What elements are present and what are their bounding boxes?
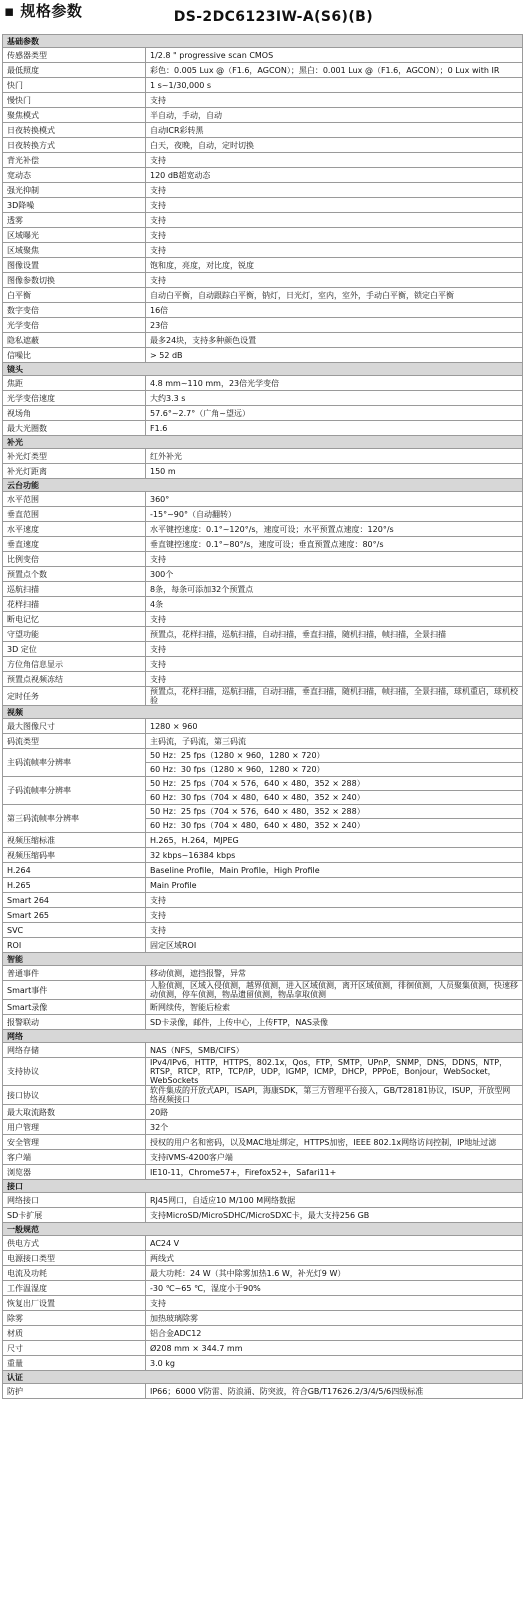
spec-value: 4.8 mm~110 mm，23倍光学变倍 — [146, 376, 523, 391]
spec-value: 3.0 kg — [146, 1356, 523, 1371]
spec-row — [3, 777, 523, 791]
spec-label: Smart 265 — [3, 908, 146, 923]
spec-value: 1280 × 960 — [146, 719, 523, 734]
spec-row — [3, 348, 523, 363]
spec-value: 最多24块，支持多种颜色设置 — [146, 333, 523, 348]
spec-value: 移动侦测，遮挡报警，异常 — [146, 966, 523, 981]
spec-value: 支持 — [146, 1296, 523, 1311]
spec-value: 自动ICR彩转黑 — [146, 123, 523, 138]
spec-value: 支持 — [146, 93, 523, 108]
spec-value: 预置点，花样扫描，巡航扫描，自动扫描，垂直扫描，随机扫描，帧扫描，全景扫描 — [146, 627, 523, 642]
spec-row — [3, 1296, 523, 1311]
spec-label: 数字变倍 — [3, 303, 146, 318]
spec-label: 重量 — [3, 1356, 146, 1371]
spec-value: 红外补光 — [146, 449, 523, 464]
spec-value: 16倍 — [146, 303, 523, 318]
spec-value: AC24 V — [146, 1236, 523, 1251]
section-title: 镜头 — [3, 363, 523, 376]
spec-row — [3, 848, 523, 863]
section-header — [3, 706, 523, 719]
spec-label: 子码流帧率分辨率 — [3, 777, 146, 805]
spec-value: 120 dB超宽动态 — [146, 168, 523, 183]
spec-label: 日夜转换方式 — [3, 138, 146, 153]
spec-value: 4条 — [146, 597, 523, 612]
spec-row — [3, 243, 523, 258]
spec-label: 最低照度 — [3, 63, 146, 78]
spec-row — [3, 1341, 523, 1356]
spec-row — [3, 273, 523, 288]
spec-label: 浏览器 — [3, 1165, 146, 1180]
section-header — [3, 35, 523, 48]
spec-label: 恢复出厂设置 — [3, 1296, 146, 1311]
spec-label: 补光灯距离 — [3, 464, 146, 479]
spec-row — [3, 258, 523, 273]
page-title: ▪ 规格参数 — [4, 2, 83, 20]
spec-label: 材质 — [3, 1326, 146, 1341]
spec-label: 快门 — [3, 78, 146, 93]
spec-row — [3, 449, 523, 464]
spec-row — [3, 687, 523, 706]
spec-row — [3, 657, 523, 672]
spec-value: 60 Hz：30 fps（1280 × 960，1280 × 720） — [146, 763, 523, 777]
spec-label: 背光补偿 — [3, 153, 146, 168]
spec-row — [3, 1165, 523, 1180]
spec-value: 铝合金ADC12 — [146, 1326, 523, 1341]
spec-value: 支持 — [146, 153, 523, 168]
spec-value: 300个 — [146, 567, 523, 582]
spec-label: 网络存储 — [3, 1043, 146, 1058]
section-header — [3, 1371, 523, 1384]
spec-row — [3, 1043, 523, 1058]
spec-row — [3, 522, 523, 537]
spec-value: 32 kbps~16384 kbps — [146, 848, 523, 863]
section-title: 智能 — [3, 953, 523, 966]
spec-label: 电源接口类型 — [3, 1251, 146, 1266]
spec-row — [3, 567, 523, 582]
spec-row — [3, 492, 523, 507]
spec-value: 57.6°~2.7°（广角~望远） — [146, 406, 523, 421]
spec-row — [3, 1384, 523, 1399]
spec-row — [3, 78, 523, 93]
spec-value: 自动白平衡，自动跟踪白平衡，钠灯，日光灯，室内，室外，手动白平衡，锁定白平衡 — [146, 288, 523, 303]
spec-label: 预置点视频冻结 — [3, 672, 146, 687]
spec-row — [3, 878, 523, 893]
spec-row — [3, 582, 523, 597]
section-title: 一般规范 — [3, 1223, 523, 1236]
spec-value: F1.6 — [146, 421, 523, 436]
spec-label: 主码流帧率分辨率 — [3, 749, 146, 777]
spec-label: 普通事件 — [3, 966, 146, 981]
spec-value: 23倍 — [146, 318, 523, 333]
spec-row — [3, 108, 523, 123]
spec-row — [3, 168, 523, 183]
spec-row — [3, 153, 523, 168]
spec-value: 支持 — [146, 198, 523, 213]
section-title: 视频 — [3, 706, 523, 719]
spec-value: 两线式 — [146, 1251, 523, 1266]
spec-value: 固定区域ROI — [146, 938, 523, 953]
spec-value: 预置点，花样扫描，巡航扫描，自动扫描，垂直扫描，随机扫描，帧扫描，全景扫描，球机重启，球机校验 — [146, 687, 523, 706]
spec-label: 信噪比 — [3, 348, 146, 363]
spec-label: 视场角 — [3, 406, 146, 421]
spec-value: 饱和度，亮度，对比度，锐度 — [146, 258, 523, 273]
spec-label: 图像参数切换 — [3, 273, 146, 288]
spec-value: 1 s~1/30,000 s — [146, 78, 523, 93]
spec-label: 透雾 — [3, 213, 146, 228]
section-title: 认证 — [3, 1371, 523, 1384]
spec-label: 3D降噪 — [3, 198, 146, 213]
spec-label: 最大取流路数 — [3, 1105, 146, 1120]
section-title: 接口 — [3, 1180, 523, 1193]
spec-value: SD卡录像，邮件，上传中心，上传FTP，NAS录像 — [146, 1015, 523, 1030]
spec-label: 安全管理 — [3, 1135, 146, 1150]
spec-label: 最大光圈数 — [3, 421, 146, 436]
spec-value: 50 Hz：25 fps（704 × 576，640 × 480，352 × 288） — [146, 805, 523, 819]
spec-label: 支持协议 — [3, 1058, 146, 1086]
spec-row — [3, 1356, 523, 1371]
spec-row — [3, 123, 523, 138]
spec-value: 彩色：0.005 Lux @（F1.6，AGCON）；黑白：0.001 Lux @（F1.6，AGCON）；0 Lux with IR — [146, 63, 523, 78]
spec-label: H.264 — [3, 863, 146, 878]
spec-value: 支持 — [146, 243, 523, 258]
spec-value: IE10-11，Chrome57+，Firefox52+，Safari11+ — [146, 1165, 523, 1180]
spec-label: ROI — [3, 938, 146, 953]
spec-label: 预置点个数 — [3, 567, 146, 582]
spec-value: 水平键控速度：0.1°~120°/s，速度可设；水平预置点速度：120°/s — [146, 522, 523, 537]
spec-row — [3, 303, 523, 318]
spec-value: 支持 — [146, 273, 523, 288]
spec-label: H.265 — [3, 878, 146, 893]
spec-row — [3, 1120, 523, 1135]
spec-label: 光学变倍速度 — [3, 391, 146, 406]
spec-label: Smart 264 — [3, 893, 146, 908]
spec-row — [3, 938, 523, 953]
spec-value: 断网续传，智能后检索 — [146, 1000, 523, 1015]
spec-label: 方位角信息显示 — [3, 657, 146, 672]
spec-row — [3, 734, 523, 749]
spec-value: 32个 — [146, 1120, 523, 1135]
spec-value: -30 ℃~65 ℃，湿度小于90% — [146, 1281, 523, 1296]
spec-value: 支持 — [146, 923, 523, 938]
spec-label: 客户端 — [3, 1150, 146, 1165]
spec-label: 定时任务 — [3, 687, 146, 706]
spec-label: 视频压缩码率 — [3, 848, 146, 863]
spec-row — [3, 642, 523, 657]
spec-value: 软件集成的开放式API，ISAPI，海康SDK，第三方管理平台接入，GB/T28181协议，ISUP，开放型网络视频接口 — [146, 1086, 523, 1105]
spec-label: 网络接口 — [3, 1193, 146, 1208]
spec-row — [3, 1251, 523, 1266]
spec-row — [3, 1086, 523, 1105]
spec-row — [3, 228, 523, 243]
spec-label: 隐私遮蔽 — [3, 333, 146, 348]
spec-row — [3, 537, 523, 552]
spec-label: 水平范围 — [3, 492, 146, 507]
spec-label: 水平速度 — [3, 522, 146, 537]
spec-table-body — [3, 35, 523, 1399]
spec-row — [3, 63, 523, 78]
spec-label: Smart事件 — [3, 981, 146, 1000]
spec-label: 报警联动 — [3, 1015, 146, 1030]
spec-label: 最大图像尺寸 — [3, 719, 146, 734]
spec-row — [3, 1193, 523, 1208]
spec-row — [3, 1150, 523, 1165]
spec-row — [3, 288, 523, 303]
spec-value: 半自动，手动，自动 — [146, 108, 523, 123]
spec-value: 支持 — [146, 228, 523, 243]
spec-label: Smart录像 — [3, 1000, 146, 1015]
section-title: 补光 — [3, 436, 523, 449]
section-header — [3, 363, 523, 376]
section-header — [3, 1180, 523, 1193]
spec-value: 支持iVMS-4200客户端 — [146, 1150, 523, 1165]
spec-row — [3, 1208, 523, 1223]
spec-value: 加热玻璃除雾 — [146, 1311, 523, 1326]
spec-row — [3, 1266, 523, 1281]
spec-label: 断电记忆 — [3, 612, 146, 627]
spec-label: 宽动态 — [3, 168, 146, 183]
spec-value: 最大功耗：24 W（其中除雾加热1.6 W，补光灯9 W） — [146, 1266, 523, 1281]
spec-row — [3, 1015, 523, 1030]
spec-label: 工作温湿度 — [3, 1281, 146, 1296]
spec-value: H.265，H.264，MJPEG — [146, 833, 523, 848]
spec-value: 授权的用户名和密码，以及MAC地址绑定，HTTPS加密，IEEE 802.1x网络访问控制，IP地址过滤 — [146, 1135, 523, 1150]
spec-value: 60 Hz：30 fps（704 × 480，640 × 480，352 × 240） — [146, 791, 523, 805]
spec-label: 尺寸 — [3, 1341, 146, 1356]
spec-row — [3, 612, 523, 627]
spec-row — [3, 1311, 523, 1326]
spec-row — [3, 318, 523, 333]
page-header — [0, 0, 529, 34]
spec-value: 人脸侦测，区域入侵侦测，越界侦测，进入区域侦测，离开区域侦测，徘徊侦测，人员聚集侦测，快速移动侦测，停车侦测，物品遗留侦测，物品拿取侦测 — [146, 981, 523, 1000]
spec-label: 比例变倍 — [3, 552, 146, 567]
spec-row — [3, 923, 523, 938]
spec-label: 垂直速度 — [3, 537, 146, 552]
spec-row — [3, 719, 523, 734]
spec-label: 视频压缩标准 — [3, 833, 146, 848]
spec-value: 60 Hz：30 fps（704 × 480，640 × 480，352 × 240） — [146, 819, 523, 833]
section-title: 网络 — [3, 1030, 523, 1043]
spec-row — [3, 1058, 523, 1086]
spec-value: IP66；6000 V防雷、防浪涌、防突波，符合GB/T17626.2/3/4/5/6四级标准 — [146, 1384, 523, 1399]
spec-label: 防护 — [3, 1384, 146, 1399]
spec-label: 光学变倍 — [3, 318, 146, 333]
spec-label: SD卡扩展 — [3, 1208, 146, 1223]
spec-row — [3, 198, 523, 213]
spec-label: 补光灯类型 — [3, 449, 146, 464]
spec-row — [3, 93, 523, 108]
section-header — [3, 1030, 523, 1043]
section-header — [3, 436, 523, 449]
spec-row — [3, 464, 523, 479]
spec-label: 垂直范围 — [3, 507, 146, 522]
spec-value: 大约3.3 s — [146, 391, 523, 406]
spec-row — [3, 552, 523, 567]
spec-value: 支持 — [146, 893, 523, 908]
spec-value: 20路 — [146, 1105, 523, 1120]
spec-value: Ø208 mm × 344.7 mm — [146, 1341, 523, 1356]
spec-row — [3, 833, 523, 848]
spec-label: 传感器类型 — [3, 48, 146, 63]
spec-label: 用户管理 — [3, 1120, 146, 1135]
spec-label: 守望功能 — [3, 627, 146, 642]
spec-value: NAS（NFS，SMB/CIFS） — [146, 1043, 523, 1058]
spec-row — [3, 376, 523, 391]
spec-value: 支持 — [146, 657, 523, 672]
spec-row — [3, 1000, 523, 1015]
spec-label: SVC — [3, 923, 146, 938]
spec-value: RJ45网口，自适应10 M/100 M网络数据 — [146, 1193, 523, 1208]
spec-label: 巡航扫描 — [3, 582, 146, 597]
spec-value: 50 Hz：25 fps（1280 × 960，1280 × 720） — [146, 749, 523, 763]
spec-row — [3, 749, 523, 763]
section-header — [3, 953, 523, 966]
spec-label: 焦距 — [3, 376, 146, 391]
spec-label: 电流及功耗 — [3, 1266, 146, 1281]
spec-label: 区域聚焦 — [3, 243, 146, 258]
spec-value: 支持 — [146, 672, 523, 687]
spec-value: 主码流，子码流，第三码流 — [146, 734, 523, 749]
spec-label: 码流类型 — [3, 734, 146, 749]
section-header — [3, 1223, 523, 1236]
spec-row — [3, 183, 523, 198]
spec-value: 支持 — [146, 642, 523, 657]
spec-value: IPv4/IPv6，HTTP，HTTPS，802.1x，Qos，FTP，SMTP，UPnP，SNMP，DNS，DDNS，NTP，RTSP，RTCP，RTP，TCP/IP，UDP，IGMP，ICMP，DHCP，PPPoE，Bonjour，WebSocket，WebSockets — [146, 1058, 523, 1086]
spec-value: Main Profile — [146, 878, 523, 893]
spec-row — [3, 1105, 523, 1120]
spec-row — [3, 138, 523, 153]
spec-value: 8条，每条可添加32个预置点 — [146, 582, 523, 597]
spec-row — [3, 421, 523, 436]
spec-row — [3, 908, 523, 923]
spec-label: 除雾 — [3, 1311, 146, 1326]
model-number: DS-2DC6123IW-A(S6)(B) — [173, 9, 373, 25]
spec-row — [3, 391, 523, 406]
spec-label: 聚焦模式 — [3, 108, 146, 123]
spec-value: 360° — [146, 492, 523, 507]
spec-value: 50 Hz：25 fps（704 × 576，640 × 480，352 × 288） — [146, 777, 523, 791]
spec-value: 支持 — [146, 612, 523, 627]
spec-value: 1/2.8 " progressive scan CMOS — [146, 48, 523, 63]
spec-row — [3, 1236, 523, 1251]
spec-row — [3, 893, 523, 908]
spec-row — [3, 672, 523, 687]
spec-row — [3, 981, 523, 1000]
spec-value: -15°~90°（自动翻转） — [146, 507, 523, 522]
spec-table — [2, 34, 523, 1399]
spec-value: 支持 — [146, 552, 523, 567]
section-title: 云台功能 — [3, 479, 523, 492]
spec-row — [3, 1281, 523, 1296]
spec-value: 支持 — [146, 213, 523, 228]
spec-row — [3, 863, 523, 878]
spec-label: 3D 定位 — [3, 642, 146, 657]
spec-value: 150 m — [146, 464, 523, 479]
spec-label: 白平衡 — [3, 288, 146, 303]
spec-row — [3, 966, 523, 981]
spec-row — [3, 48, 523, 63]
spec-label: 花样扫描 — [3, 597, 146, 612]
spec-value: Baseline Profile，Main Profile，High Profile — [146, 863, 523, 878]
spec-row — [3, 1326, 523, 1341]
spec-row — [3, 1135, 523, 1150]
spec-row — [3, 597, 523, 612]
spec-label: 强光抑制 — [3, 183, 146, 198]
spec-label: 日夜转换模式 — [3, 123, 146, 138]
section-title: 基础参数 — [3, 35, 523, 48]
spec-label: 慢快门 — [3, 93, 146, 108]
spec-label: 图像设置 — [3, 258, 146, 273]
spec-label: 供电方式 — [3, 1236, 146, 1251]
spec-label: 接口协议 — [3, 1086, 146, 1105]
spec-value: 垂直键控速度：0.1°~80°/s，速度可设；垂直预置点速度：80°/s — [146, 537, 523, 552]
spec-value: 支持 — [146, 908, 523, 923]
spec-row — [3, 213, 523, 228]
spec-row — [3, 406, 523, 421]
section-header — [3, 479, 523, 492]
spec-row — [3, 805, 523, 819]
spec-label: 第三码流帧率分辨率 — [3, 805, 146, 833]
spec-value: 白天，夜晚，自动，定时切换 — [146, 138, 523, 153]
spec-value: > 52 dB — [146, 348, 523, 363]
spec-row — [3, 333, 523, 348]
spec-value: 支持 — [146, 183, 523, 198]
spec-value: 支持MicroSD/MicroSDHC/MicroSDXC卡，最大支持256 GB — [146, 1208, 523, 1223]
spec-row — [3, 507, 523, 522]
spec-label: 区域曝光 — [3, 228, 146, 243]
spec-row — [3, 627, 523, 642]
